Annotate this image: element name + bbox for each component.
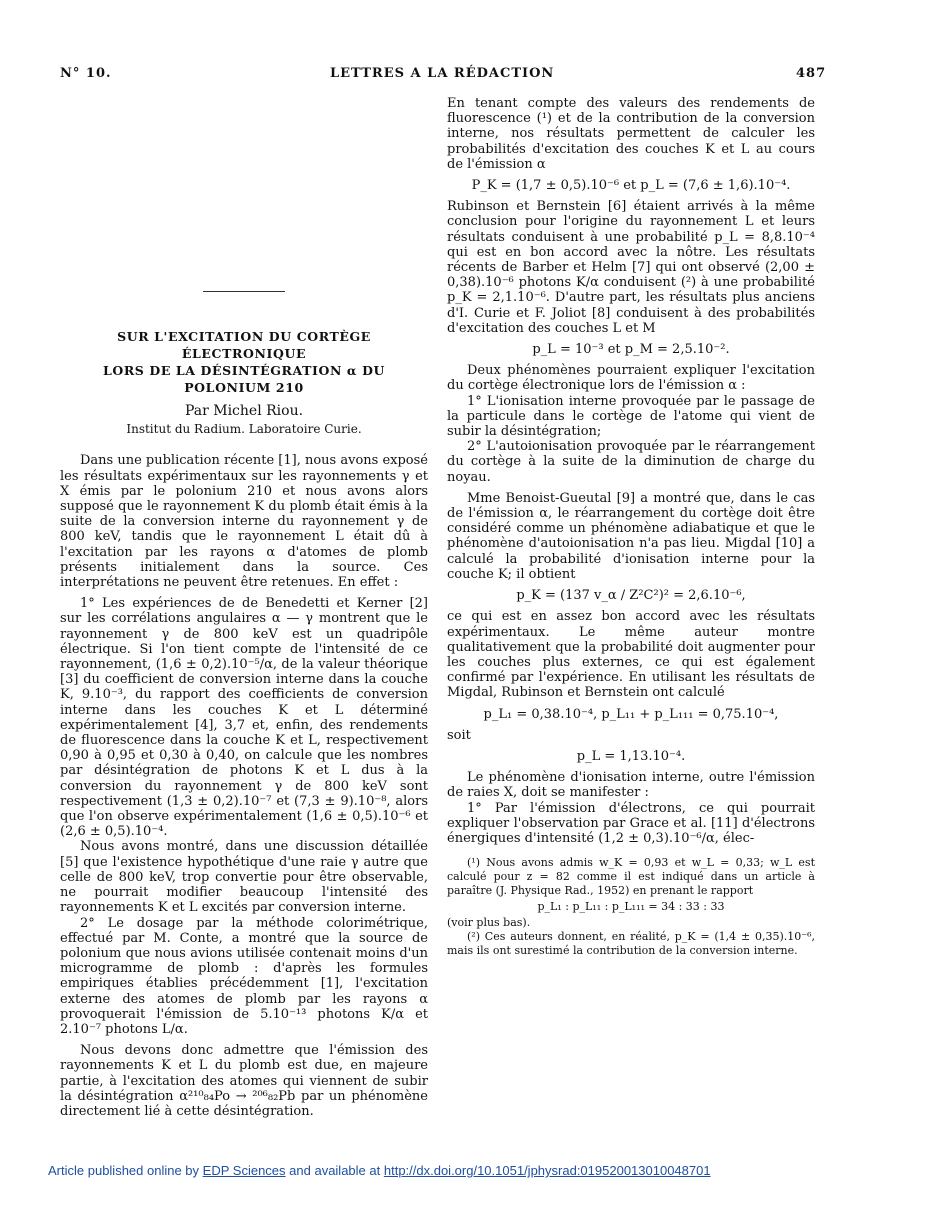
right-paragraph-1: En tenant compte des valeurs des rendements de fluorescence (¹) et de la contribution de la conversion interne, nos résultats permettent de calculer les probabilités d'excitation des couches K et L au cours de l'émission α	[447, 96, 815, 172]
journal-section-title: LETTRES A LA RÉDACTION	[330, 66, 555, 81]
right-paragraph-7: ce qui est en assez bon accord avec les résultats expérimentaux. Le même auteur montre qualitativement que la probabilité doit augmenter pour les couches plus externes, ce qui est également confirmé par l'expérience. En utilisant les résultats de Migdal, Rubinson et Bernstein ont calculé	[447, 609, 815, 701]
footnote-1-equation: p_L₁ : p_L₁₁ : p_L₁₁₁ = 34 : 33 : 33	[537, 900, 725, 914]
doi-link[interactable]: http://dx.doi.org/10.1051/jphysrad:019520013010048701	[383, 1163, 711, 1178]
footnote-1: (¹) Nous avons admis w_K = 0,93 et w_L = 0,33; w_L est calculé pour z = 82 comme il est indiqué dans un article à paraître (J. Physique Rad., 1952) en prenant le rapport	[447, 856, 815, 898]
footer-middle: and available at	[289, 1163, 381, 1178]
article-title-line1: SUR L'EXCITATION DU CORTÈGE ÉLECTRONIQUE	[117, 329, 371, 361]
right-paragraph-10: 1° Par l'émission d'électrons, ce qui pourrait expliquer l'observation par Grace et al. [11] d'électrons énergiques d'intensité (1,2 ± 0,3).10⁻⁶/α, élec-	[447, 800, 815, 846]
equation-migdal: p_K = (137 v_α / Z²C²)² = 2,6.10⁻⁶,	[516, 588, 746, 604]
equation-pl-pm: p_L = 10⁻³ et p_M = 2,5.10⁻².	[532, 342, 730, 358]
footer-prefix: Article published online by	[48, 1163, 200, 1178]
right-paragraph-6: Mme Benoist-Gueutal [9] a montré que, dans le cas de l'émission α, le réarrangement du cortège doit être considéré comme un phénomène adiabatique et que le phénomène d'autoionisation n'a pas lieu. Migdal [10] a calculé la probabilité d'ionisation interne pour la couche K; il obtient	[447, 490, 815, 582]
article-author: Par Michel Riou.	[184, 403, 304, 419]
separator-rule	[203, 291, 285, 292]
page-number: 487	[796, 66, 827, 81]
right-paragraph-9: Le phénomène d'ionisation interne, outre l'émission de raies X, doit se manifester :	[447, 770, 815, 801]
footnote-1-tail: (voir plus bas).	[447, 916, 531, 930]
equation-pl-total: p_L = 1,13.10⁻⁴.	[576, 748, 686, 764]
left-column	[60, 328, 428, 1119]
right-paragraph-5: 2° L'autoionisation provoquée par le réarrangement du cortège à la suite de la diminution de charge du noyau.	[447, 439, 815, 485]
publisher-link[interactable]: EDP Sciences	[202, 1163, 286, 1178]
article-title	[60, 328, 428, 396]
left-paragraph-3: Nous avons montré, dans une discussion détaillée [5] que l'existence hypothétique d'une raie γ autre que celle de 800 keV, trop convertie pour être observable, ne pourrait modifier beaucoup l'intensité des rayonnements K et L excités par conversion interne.	[60, 839, 428, 916]
left-paragraph-4: 2° Le dosage par la méthode colorimétrique, effectué par M. Conte, a montré que la source de polonium que nous avions utilisée contenait moins d'un microgramme de plomb : d'après les formules empiriques établies précédemment [1], l'excitation externe des atomes de plomb par les rayons α provoquerait l'émission de 5.10⁻¹³ photons K/α et 2.10⁻⁷ photons L/α.	[60, 915, 428, 1037]
left-paragraph-2: 1° Les expériences de de Benedetti et Kerner [2] sur les corrélations angulaires α — γ montrent que le rayonnement γ de 800 keV est un quadripôle électrique. Si l'on tient compte de l'intensité de ce rayonnement, (1,6 ± 0,2).10⁻⁵/α, de la valeur théorique [3] du coefficient de conversion interne dans la couche K, 9.10⁻³, du rapport des coefficients de conversion interne dans les couches K et L déterminé expérimentalement [4], 3,7 et, enfin, des rendements de fluorescence dans la couche K et L, respectivement 0,90 à 0,95 et 0,30 à 0,40, on calcule que les nombres par désintégration de photons K et L dus à la conversion du rayonnement γ de 800 keV sont respectivement (1,3 ± 0,2).10⁻⁷ et (7,3 ± 9).10⁻⁸, alors que l'on observe expérimentalement (1,6 ± 0,5).10⁻⁶ et (2,6 ± 0,5).10⁻⁴.	[60, 596, 428, 840]
author-institution: Institut du Radium. Laboratoire Curie.	[126, 422, 362, 437]
footnote-2: (²) Ces auteurs donnent, en réalité, p_K = (1,4 ± 0,35).10⁻⁶, mais ils ont surestimé la contribution de la conversion interne.	[447, 930, 815, 958]
equation-pl-subshells: p_L₁ = 0,38.10⁻⁴, p_L₁₁ + p_L₁₁₁ = 0,75.10⁻⁴,	[483, 706, 779, 722]
left-paragraph-1: Dans une publication récente [1], nous avons exposé les résultats expérimentaux sur les rayonnements γ et X émis par le polonium 210 et nous avons alors supposé que le rayonnement K du plomb était émis à la suite de la conversion interne du rayonnement γ de 800 keV, tandis que le rayonnement L était dû à l'excitation par les rayons α d'atomes de plomb présents initialement dans la source. Ces interprétations ne peuvent être retenues. En effet :	[60, 453, 428, 591]
right-paragraph-2: Rubinson et Bernstein [6] étaient arrivés à la même conclusion pour l'origine du rayonnement L et leurs résultats conduisent à une probabilité p_L = 8,8.10⁻⁴ qui est en bon accord avec la nôtre. Les résultats récents de Barber et Helm [7] qui ont observé (2,00 ± 0,38).10⁻⁶ photons K/α conduisent (²) à une probabilité p_K = 2,1.10⁻⁶. D'autre part, les résultats plus anciens d'I. Curie et F. Joliot [8] conduisent à des probabilités d'excitation des couches L et M	[447, 199, 815, 336]
publication-footer	[48, 1163, 711, 1178]
article-title-line2: LORS DE LA DÉSINTÉGRATION α DU POLONIUM 210	[102, 363, 386, 395]
issue-number: N° 10.	[60, 66, 112, 81]
right-paragraph-8: soit	[447, 727, 471, 743]
left-paragraph-5: Nous devons donc admettre que l'émission des rayonnements K et L du plomb est due, en majeure partie, à l'excitation des atomes qui viennent de subir la désintégration α²¹⁰₈₄Po → ²⁰⁶₈₂Pb par un phénomène directement lié à cette désintégration.	[60, 1043, 428, 1119]
equation-pk-pl: P_K = (1,7 ± 0,5).10⁻⁶ et p_L = (7,6 ± 1,6).10⁻⁴.	[471, 178, 791, 194]
footnotes	[447, 856, 815, 958]
right-paragraph-4: 1° L'ionisation interne provoquée par le passage de la particule dans le cortège de l'atome qui vient de subir la désintégration;	[447, 393, 815, 440]
right-paragraph-3: Deux phénomènes pourraient expliquer l'excitation du cortège électronique lors de l'émission α :	[447, 363, 815, 394]
right-column	[447, 96, 815, 958]
